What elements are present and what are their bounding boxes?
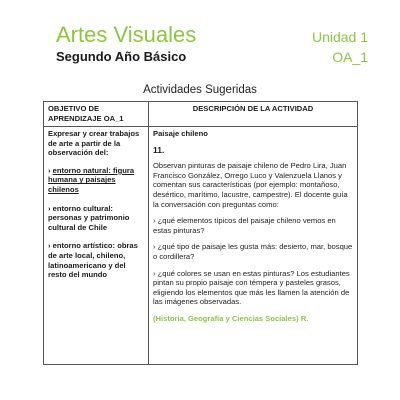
activity-cell [149,127,358,365]
section-title: Actividades Sugeridas [143,84,257,96]
objective-natural [48,166,144,195]
unit-label: Unidad 1 [311,29,368,45]
objective-artistic: › entorno artístico: obras de arte local, chileno, latinoamericano y del resto del mundo [48,241,138,280]
description-column-header: DESCRIPCIÓN DE LA ACTIVIDAD [149,102,358,127]
objective-natural-bullet: › [48,165,53,175]
objective-natural-text: entorno natural: figura humana y paisajes chilenos [48,165,135,194]
objective-cultural: › entorno cultural: personas y patrimonio cultural de Chile [48,203,130,232]
table-header-row [44,102,358,127]
activity-question-1: › ¿qué elementos típicos del paisaje chileno vemos en estas pinturas? [153,216,336,235]
activities-table [43,101,358,365]
activity-reference: (Historia, Geografía y Ciencias Sociales) R. [153,313,309,323]
document-title: Artes Visuales [56,22,197,47]
objective-column-header: OBJETIVO DE APRENDIZAJE OA_1 [44,102,149,127]
activity-paragraph: Observan pinturas de paisaje chileno de Pedro Lira, Juan Francisco González, Orrego Luco y Valenzuela Llanos y comentan sus características (por ejemplo: montañoso, desértico, marítimo, lacustre, campestre). El docente guía la conversación con preguntas como: [153,161,348,209]
activity-title: Paisaje chileno [153,129,208,138]
objective-cell [44,127,149,365]
table-row [44,127,358,365]
activity-number: 11. [153,144,165,155]
document-header [56,22,368,65]
activity-question-3: › ¿qué colores se usan en estas pinturas? Los estudiantes pintan su propio paisaje con témpera y pasteles grasos, eligiendo los elementos que más les llamen la atención de las imágenes observadas. [153,268,350,307]
activity-question-2: › ¿qué tipo de paisaje les gusta más: desierto, mar, bosque o cordillera? [153,242,353,261]
grade-subtitle: Segundo Año Básico [56,49,187,64]
objective-intro: Expresar y crear trabajos de arte a partir de la observación del: [48,129,140,158]
oa-code: OA_1 [332,49,368,65]
title-row [56,22,368,48]
subtitle-row [56,49,368,65]
